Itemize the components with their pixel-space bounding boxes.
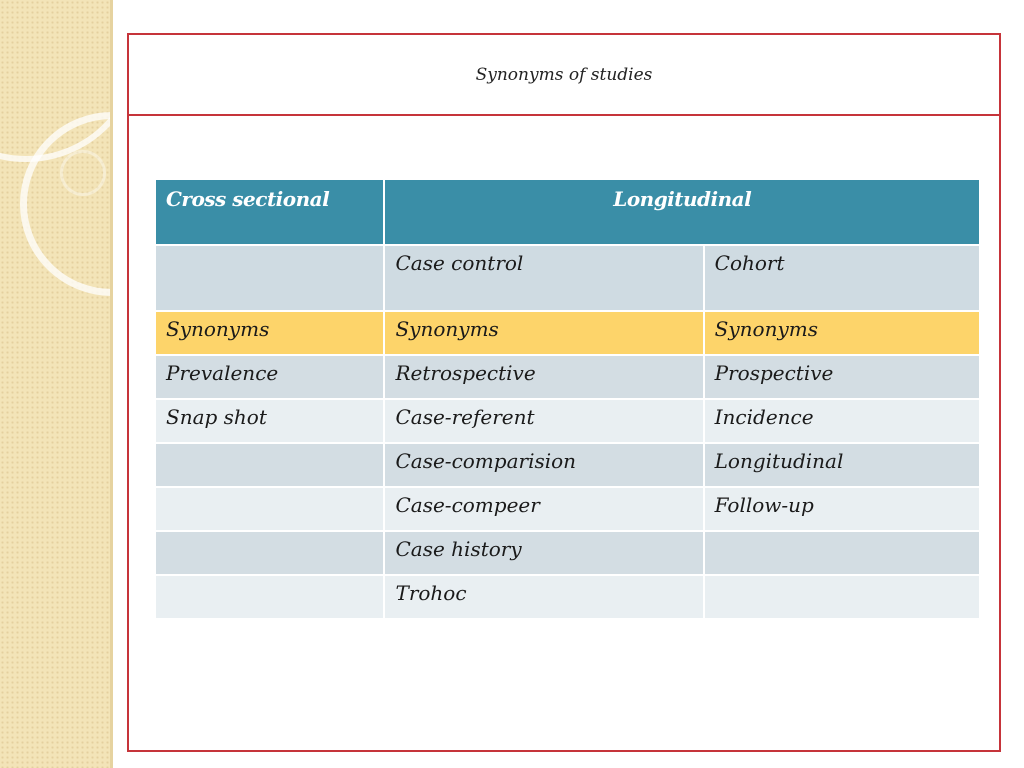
- table-cell: Longitudinal: [704, 443, 980, 487]
- table-cell: [155, 487, 384, 531]
- subheader-case-control: Case control: [384, 245, 703, 311]
- decorative-circle: [60, 150, 106, 196]
- table-row: [155, 487, 980, 531]
- table-cell: Case history: [384, 531, 703, 575]
- header-cross-sectional: Cross sectional: [155, 179, 384, 245]
- table-cell: Incidence: [704, 399, 980, 443]
- table-cell: [155, 443, 384, 487]
- table-cell: [704, 575, 980, 619]
- table-cell: Trohoc: [384, 575, 703, 619]
- table-cell: Follow-up: [704, 487, 980, 531]
- table-cell: Synonyms: [704, 311, 980, 355]
- table-cell: Prospective: [704, 355, 980, 399]
- table-cell: [155, 245, 384, 311]
- table-cell: [704, 531, 980, 575]
- table-row: [155, 399, 980, 443]
- table-cell: Synonyms: [155, 311, 384, 355]
- table-header-row: [155, 179, 980, 245]
- table-cell: Snap shot: [155, 399, 384, 443]
- decorative-side-strip: [0, 0, 113, 768]
- table-cell: Synonyms: [384, 311, 703, 355]
- title-bar: [129, 35, 999, 116]
- table-row: [155, 575, 980, 619]
- table-cell: Retrospective: [384, 355, 703, 399]
- table-row: [155, 355, 980, 399]
- slide-title: Synonyms of studies: [475, 64, 653, 85]
- table-cell: Case-compeer: [384, 487, 703, 531]
- table-row: [155, 311, 980, 355]
- table-cell: [155, 575, 384, 619]
- table-row: [155, 531, 980, 575]
- table-subheader-row: [155, 245, 980, 311]
- table-cell: Case-comparision: [384, 443, 703, 487]
- synonyms-table: [154, 178, 981, 620]
- table-cell: [155, 531, 384, 575]
- table-cell: Case-referent: [384, 399, 703, 443]
- subheader-cohort: Cohort: [704, 245, 980, 311]
- table-row: [155, 443, 980, 487]
- table-cell: Prevalence: [155, 355, 384, 399]
- strip-edge: [110, 0, 113, 768]
- header-longitudinal: Longitudinal: [384, 179, 980, 245]
